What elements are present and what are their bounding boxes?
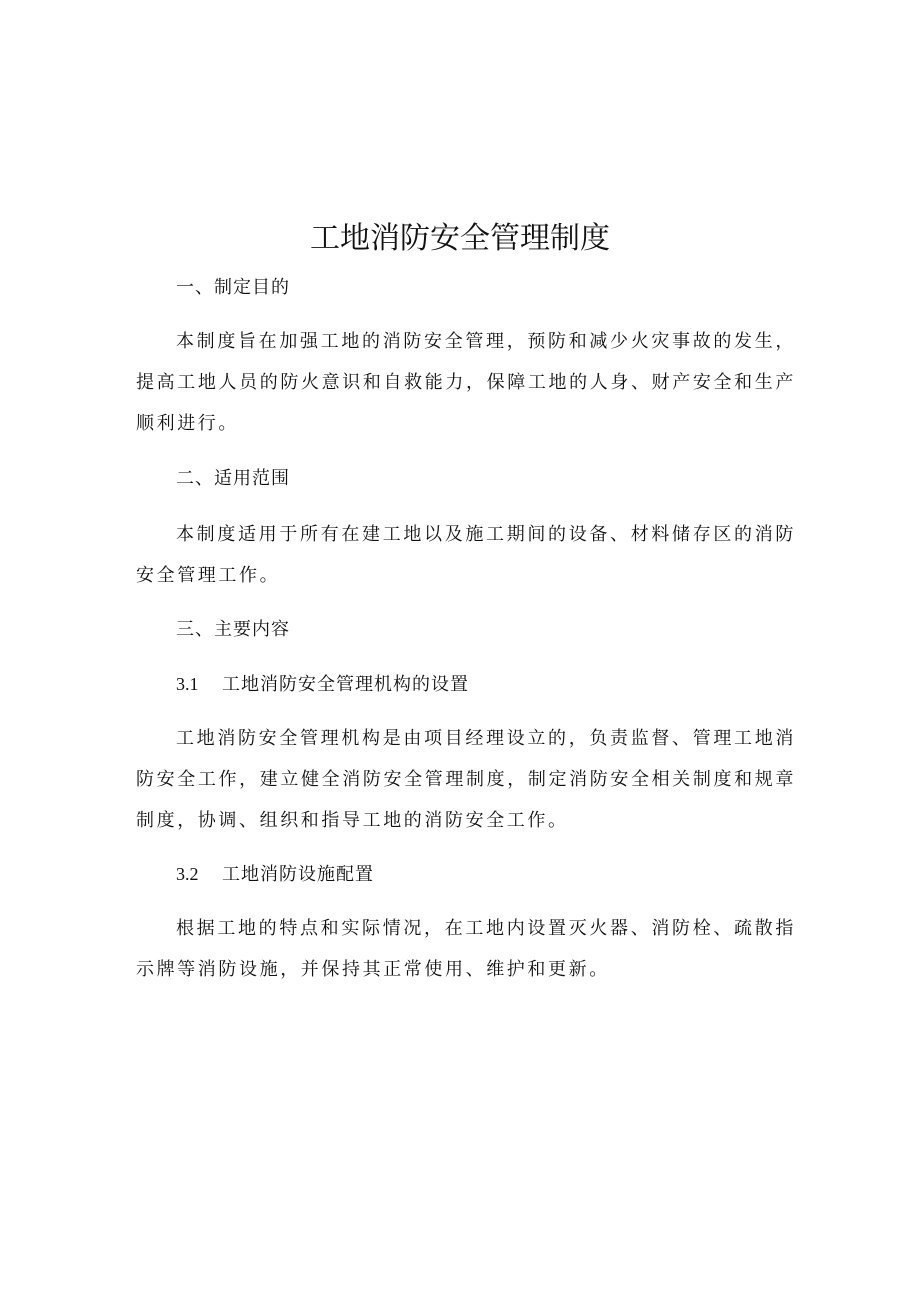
section-heading-main-content: 三、主要内容: [176, 619, 290, 640]
subsection-number: 3.1: [176, 674, 199, 694]
section-heading-scope: 二、适用范围: [176, 468, 290, 489]
document-title: 工地消防安全管理制度: [310, 221, 610, 256]
subsection-title: 工地消防安全管理机构的设置: [222, 674, 469, 695]
subsection-heading-3-2: [136, 860, 836, 889]
section-paragraph-scope: 本制度适用于所有在建工地以及施工期间的设备、材料储存区的消防安全管理工作。: [136, 524, 796, 586]
subsection-paragraph-3-1: 工地消防安全管理机构是由项目经理设立的，负责监督、管理工地消防安全工作，建立健全消防安全管理制度，制定消防安全相关制度和规章制度，协调、组织和指导工地的消防安全工作。: [136, 728, 796, 831]
section-heading-purpose: 一、制定目的: [176, 277, 290, 298]
subsection-heading-3-1: [136, 670, 836, 699]
subsection-title: 工地消防设施配置: [222, 864, 374, 885]
section-paragraph-purpose: 本制度旨在加强工地的消防安全管理，预防和减少火灾事故的发生，提高工地人员的防火意识和自救能力，保障工地的人身、财产安全和生产顺利进行。: [136, 331, 796, 434]
subsection-number: 3.2: [176, 864, 199, 884]
subsection-paragraph-3-2: 根据工地的特点和实际情况，在工地内设置灭火器、消防栓、疏散指示牌等消防设施，并保持其正常使用、维护和更新。: [136, 918, 796, 980]
